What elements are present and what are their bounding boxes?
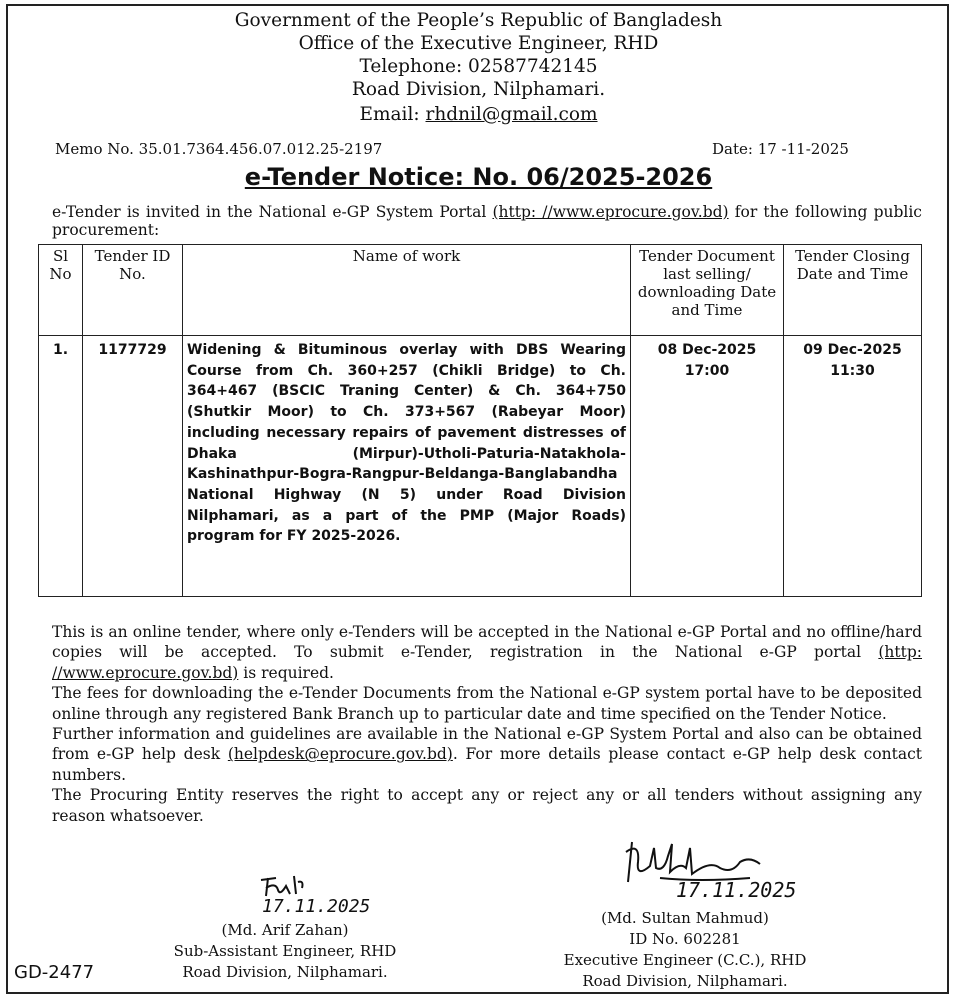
body-paragraph-4: The Procuring Entity reserves the right to accept any or reject any or all tenders without assigning any reason whatsoever.: [52, 786, 922, 825]
closing-date: 09 Dec-2025: [803, 342, 902, 358]
row-sl: 1.: [39, 336, 83, 597]
notice-title: e-Tender Notice: No. 06/2025-2026: [244, 163, 713, 191]
col-tender-id: Tender ID No.: [83, 245, 183, 336]
header-office: Office of the Executive Engineer, RHD: [298, 33, 659, 54]
left-office: Road Division, Nilphamari.: [182, 963, 388, 981]
col-closing-date: Tender Closing Date and Time: [784, 245, 922, 336]
gd-code: GD-2477: [14, 962, 95, 983]
p3-pre: Further information and guidelines are available in the National e-GP System Portal and also can be obtained from e-GP help desk: [52, 725, 922, 764]
p3-post: . For more details please contact e-GP help desk contact numbers.: [52, 745, 922, 784]
closing-time: 11:30: [830, 362, 875, 379]
left-name: (Md. Arif Zahan): [221, 921, 349, 939]
portal-link[interactable]: (http: //www.eprocure.gov.bd): [492, 203, 729, 221]
col-selling-date: Tender Document last selling/ downloading Date and Time: [631, 245, 784, 336]
selling-time: 17:00: [684, 362, 730, 379]
helpdesk-link[interactable]: (helpdesk@eprocure.gov.bd): [227, 745, 453, 764]
header-telephone: Telephone: 02587742145: [359, 56, 598, 77]
email-label: Email:: [359, 104, 426, 125]
col-name-of-work: Name of work: [183, 245, 631, 336]
col-sl: Sl No: [39, 245, 83, 336]
email-link[interactable]: rhdnil@gmail.com: [425, 104, 598, 125]
intro-pre: e-Tender is invited in the National e-GP System Portal: [52, 203, 493, 221]
header-email: [0, 104, 957, 126]
tender-table: [38, 244, 922, 597]
intro-text: [52, 203, 922, 239]
left-signature-date: 17.11.2025: [262, 896, 371, 917]
body-paragraph-1: [52, 622, 922, 683]
row-selling: [631, 336, 784, 597]
table-header-row: [39, 245, 922, 336]
memo-number: Memo No. 35.01.7364.456.07.012.25-2197: [55, 140, 383, 158]
row-closing: [784, 336, 922, 597]
right-signature-date: 17.11.2025: [676, 878, 797, 902]
left-signatory: [150, 920, 420, 983]
row-work-description: Widening & Bituminous overlay with DBS Wearing Course from Ch. 360+257 (Chikli Bridge) to Ch. 364+467 (BSCIC Traning Center) & Ch. 364+750 (Shutkir Moor) to Ch. 373+567 (Rabeyar Moor) including necessary repairs of pavement distresses of Dhaka (Mirpur)-Utholi-Paturia-Natakhola-Kashinathpur-Bogra-Rangpur-Beldanga-Banglabandha National Highway (N 5) under Road Division Nilphamari, as a part of the PMP (Major Roads) program for FY 2025-2026.: [183, 336, 631, 597]
notice-date: Date: 17 -11-2025: [712, 140, 849, 158]
p1-pre: This is an online tender, where only e-Tenders will be accepted in the National e-GP Portal and no offline/hard copies will be accepted. To submit e-Tender, registration in the National e-GP portal: [52, 623, 922, 662]
selling-date: 08 Dec-2025: [657, 342, 757, 358]
header-government: Government of the People’s Republic of Bangladesh: [234, 10, 723, 31]
right-signatory: [525, 908, 845, 992]
portal-link-2[interactable]: (http: //www.eprocure.gov.bd): [52, 643, 922, 682]
right-designation: Executive Engineer (C.C.), RHD: [563, 951, 807, 969]
notice-body: [52, 622, 922, 826]
right-name: (Md. Sultan Mahmud): [601, 909, 769, 927]
table-row: [39, 336, 922, 597]
p1-post: is required.: [238, 663, 334, 682]
header-division: Road Division, Nilphamari.: [351, 79, 606, 100]
right-id: ID No. 602281: [629, 930, 741, 948]
left-designation: Sub-Assistant Engineer, RHD: [173, 942, 397, 960]
row-tender-id: 1177729: [83, 336, 183, 597]
intro-post: for the following public procurement:: [52, 203, 922, 239]
body-paragraph-3: [52, 724, 922, 785]
right-office: Road Division, Nilphamari.: [582, 972, 788, 990]
body-paragraph-2: The fees for downloading the e-Tender Documents from the National e-GP system portal have to be deposited online through any registered Bank Branch up to particular date and time specified on the Tender Notice.: [52, 684, 922, 723]
